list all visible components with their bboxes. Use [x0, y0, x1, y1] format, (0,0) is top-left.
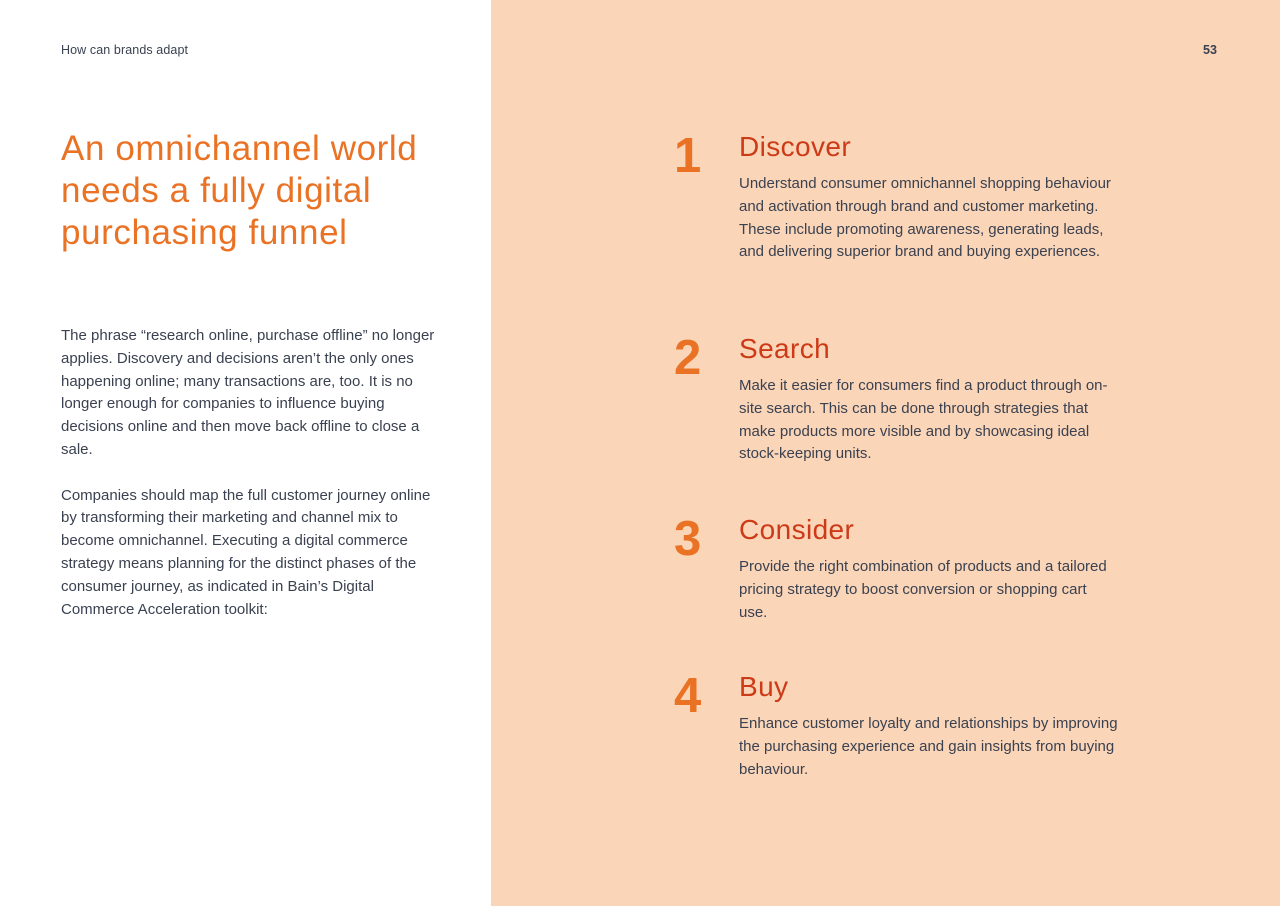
step-title: Search [739, 333, 831, 364]
step-title: Consider [739, 514, 855, 545]
intro-text [61, 325, 441, 644]
page-number: 53 [1203, 43, 1217, 57]
running-head: How can brands adapt [61, 43, 189, 57]
intro-paragraph: Companies should map the full customer journey online by transforming their marketing and channel mix to become omnichannel. Executing a digital commerce strategy means planning for the distinct phases of the consumer journey, as indicated in Bain’s Digital Commerce Acceleration toolkit: [61, 486, 431, 618]
step-title: Buy [739, 671, 789, 702]
step-description: Make it easier for consumers find a product through on-site search. This can be done through strategies that make products more visible and by showcasing ideal stock-keeping units. [739, 377, 1108, 463]
step-description: Enhance customer loyalty and relationships by improving the purchasing experience and gain insights from buying behaviour. [739, 715, 1118, 778]
step-title: Discover [739, 131, 852, 162]
step-number: 1 [674, 129, 702, 183]
page-headline: An omnichannel world needs a fully digital purchasing funnel [61, 129, 418, 252]
step-number: 2 [674, 331, 702, 385]
step-number: 4 [674, 669, 702, 723]
step-description: Provide the right combination of products and a tailored pricing strategy to boost conversion or shopping cart use. [739, 558, 1107, 621]
step-number: 3 [674, 512, 702, 566]
intro-paragraph: The phrase “research online, purchase offline” no longer applies. Discovery and decisions aren’t the only ones happening online; many transactions are, too. It is no longer enough for companies to influence buying decisions online and then move back offline to close a sale. [61, 327, 435, 458]
step-description: Understand consumer omnichannel shopping behaviour and activation through brand and customer marketing. These include promoting awareness, generating leads, and delivering superior brand and buying experiences. [739, 175, 1111, 261]
